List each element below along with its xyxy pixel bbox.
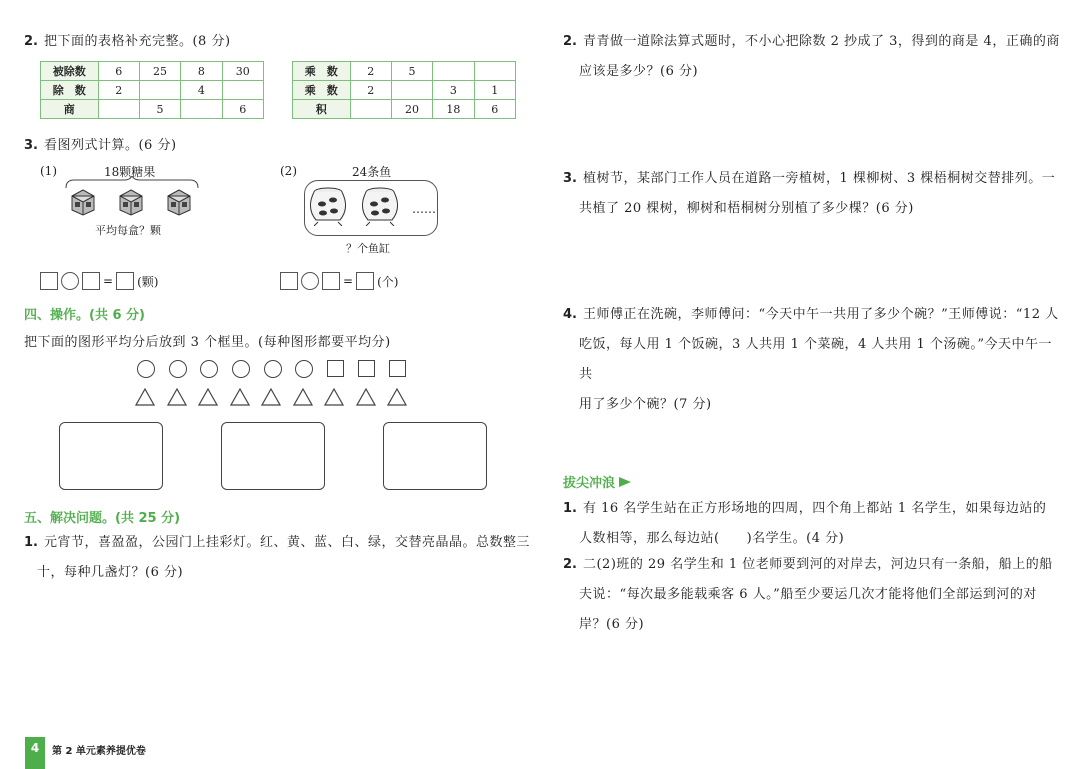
blank-cell[interactable] <box>474 62 515 81</box>
triangle-shape-icon <box>293 388 313 406</box>
operator-circle[interactable] <box>301 272 319 290</box>
fish-tank-icon <box>306 186 350 226</box>
circle-shape-icon <box>169 360 187 378</box>
equals-sign: = <box>343 274 354 288</box>
blank-cell[interactable] <box>139 81 180 100</box>
left-q3-heading <box>24 134 177 153</box>
c-q2-line2: 夫说：“每次最多能载乘客 6 人。”船至少要运几次才能将他们全部运到河的对 <box>579 587 1037 602</box>
s5-q1-line1: 元宵节，喜盈盈，公园门上挂彩灯。红、黄、蓝、白、绿，交替亮晶晶。总数整三 <box>43 535 530 550</box>
table-cell: 20 <box>391 100 432 119</box>
shapes-row-bottom <box>135 388 407 406</box>
left-q2-heading <box>24 30 231 49</box>
answer-box[interactable] <box>322 272 340 290</box>
right-q3 <box>563 164 1063 224</box>
table-cell: 30 <box>222 62 263 81</box>
table-row-header: 商 <box>41 100 99 119</box>
r-q4-number: 4. <box>563 307 577 322</box>
circle-shape-icon <box>232 360 250 378</box>
table-row-header: 被除数 <box>41 62 99 81</box>
c-q1-number: 1. <box>563 501 577 516</box>
fish-tank-icon <box>358 186 402 226</box>
square-shape-icon <box>327 360 344 377</box>
triangle-shape-icon <box>261 388 281 406</box>
answer-box[interactable] <box>40 272 58 290</box>
table-cell: 5 <box>391 62 432 81</box>
candy-box-icon <box>116 186 146 216</box>
blank-cell[interactable] <box>433 62 474 81</box>
table-cell: 8 <box>181 62 222 81</box>
equals-sign: = <box>103 274 114 288</box>
c-q1-line2: 人数相等，那么每边站( )名学生。(4 分) <box>579 531 845 546</box>
right-q4 <box>563 300 1063 420</box>
q3-part1-label: (1) <box>40 164 57 178</box>
challenge-q2 <box>563 550 1063 640</box>
c-q1-line1: 有 16 名学生站在正方形场地的四周，四个角上都站 1 名学生，如果每边站的 <box>582 501 1047 516</box>
triangle-shape-icon <box>135 388 155 406</box>
triangle-shape-icon <box>167 388 187 406</box>
answer-box[interactable] <box>356 272 374 290</box>
table-cell: 5 <box>139 100 180 119</box>
r-q2-number: 2. <box>563 34 577 49</box>
table-cell: 6 <box>98 62 139 81</box>
shapes-row-top <box>137 360 406 378</box>
table-row-header: 乘 数 <box>293 81 351 100</box>
c-q2-line3: 岸？(6 分) <box>579 617 645 632</box>
r-q4-line3: 用了多少个碗？(7 分) <box>579 397 712 412</box>
r-q2-line2: 应该是多少？(6 分) <box>579 64 699 79</box>
page-number: 4 <box>25 737 45 769</box>
q3-text: 看图列式计算。(6 分) <box>43 138 177 153</box>
unit-label: (颗) <box>137 274 159 289</box>
ellipsis: …… <box>412 202 436 216</box>
table-cell: 4 <box>181 81 222 100</box>
triangle-shape-icon <box>356 388 376 406</box>
right-q2 <box>563 27 1063 87</box>
q3-part2-bottom-label: ？个鱼缸 <box>346 242 390 255</box>
multiplication-table <box>292 61 516 119</box>
r-q3-line2: 共植了 20 棵树，柳树和梧桐树分别植了多少棵？(6 分) <box>579 201 914 216</box>
table-row <box>41 81 264 100</box>
blank-cell[interactable] <box>98 100 139 119</box>
r-q2-line1: 青青做一道除法算式题时，不小心把除数 2 抄成了 3，得到的商是 4，正确的商 <box>582 34 1060 49</box>
c-q2-line1: 二(2)班的 29 名学生和 1 位老师要到河的对岸去，河边只有一条船，船上的船 <box>582 557 1053 572</box>
table-row <box>293 100 516 119</box>
triangle-shape-icon <box>387 388 407 406</box>
circle-shape-icon <box>295 360 313 378</box>
triangle-shape-icon <box>230 388 250 406</box>
candy-box-icon <box>164 186 194 216</box>
q3-part2-equation <box>280 272 401 290</box>
q3-number: 3. <box>24 138 38 153</box>
arrow-right-icon <box>619 477 631 487</box>
r-q4-line1: 王师傅正在洗碗，李师傅问：“今天中午一共用了多少个碗？”王师傅说：“12 人 <box>582 307 1059 322</box>
candy-box-icon <box>68 186 98 216</box>
table-cell: 1 <box>474 81 515 100</box>
table-row-header: 除 数 <box>41 81 99 100</box>
c-q2-number: 2. <box>563 557 577 572</box>
table-cell: 2 <box>350 62 391 81</box>
circle-shape-icon <box>200 360 218 378</box>
answer-frame[interactable] <box>59 422 163 490</box>
q3-part2-label: (2) <box>280 164 297 178</box>
triangle-shape-icon <box>198 388 218 406</box>
s5-q1-line2: 十，每种几盏灯？(6 分) <box>37 565 184 580</box>
q2-text: 把下面的表格补充完整。(8 分) <box>43 34 231 49</box>
triangle-shape-icon <box>324 388 344 406</box>
r-q3-line1: 植树节，某部门工作人员在道路一旁植树，1 棵柳树、3 棵梧桐树交替排列。一 <box>582 171 1056 186</box>
table-cell: 2 <box>350 81 391 100</box>
candy-boxes <box>68 186 194 216</box>
table-cell: 3 <box>433 81 474 100</box>
table-row <box>41 62 264 81</box>
answer-box[interactable] <box>116 272 134 290</box>
section4-text: 把下面的图形平均分后放到 3 个框里。(每种图形都要平均分) <box>24 335 391 350</box>
footer-title: 第 2 单元素养提优卷 <box>52 746 146 757</box>
q2-number: 2. <box>24 34 38 49</box>
square-shape-icon <box>358 360 375 377</box>
section4-title: 四、操作。(共 6 分) <box>24 308 145 323</box>
s5-q1-number: 1. <box>24 535 38 550</box>
blank-cell[interactable] <box>222 81 263 100</box>
q3-part1-top-label: 18颗糖果 <box>104 165 156 179</box>
table-cell: 6 <box>222 100 263 119</box>
circle-shape-icon <box>137 360 155 378</box>
table-row-header: 积 <box>293 100 351 119</box>
division-table <box>40 61 264 119</box>
table-row-header: 乘 数 <box>293 62 351 81</box>
answer-box[interactable] <box>280 272 298 290</box>
table-row <box>293 81 516 100</box>
table-row <box>41 100 264 119</box>
fish-tanks <box>306 186 402 226</box>
section5-q1 <box>24 528 534 588</box>
challenge-heading <box>563 472 631 491</box>
circle-shape-icon <box>264 360 282 378</box>
answer-frame[interactable] <box>383 422 487 490</box>
table-row <box>293 62 516 81</box>
blank-cell[interactable] <box>350 100 391 119</box>
table-cell: 2 <box>98 81 139 100</box>
r-q4-line2: 吃饭，每人用 1 个饭碗，3 人共用 1 个菜碗，4 人共用 1 个汤碗。”今天中午一共 <box>579 337 1053 382</box>
answer-frame[interactable] <box>221 422 325 490</box>
challenge-q1 <box>563 494 1063 554</box>
blank-cell[interactable] <box>181 100 222 119</box>
table-cell: 6 <box>474 100 515 119</box>
unit-label: (个) <box>377 274 399 289</box>
answer-box[interactable] <box>82 272 100 290</box>
q3-part1-bottom-label: 平均每盒？颗 <box>95 224 161 237</box>
table-cell: 18 <box>433 100 474 119</box>
q3-part1-equation <box>40 272 161 290</box>
table-cell: 25 <box>139 62 180 81</box>
r-q3-number: 3. <box>563 171 577 186</box>
section5-title: 五、解决问题。(共 25 分) <box>24 511 181 526</box>
q3-part2-top-label: 24条鱼 <box>352 165 392 179</box>
operator-circle[interactable] <box>61 272 79 290</box>
blank-cell[interactable] <box>391 81 432 100</box>
square-shape-icon <box>389 360 406 377</box>
challenge-title: 拔尖冲浪 <box>563 476 616 491</box>
